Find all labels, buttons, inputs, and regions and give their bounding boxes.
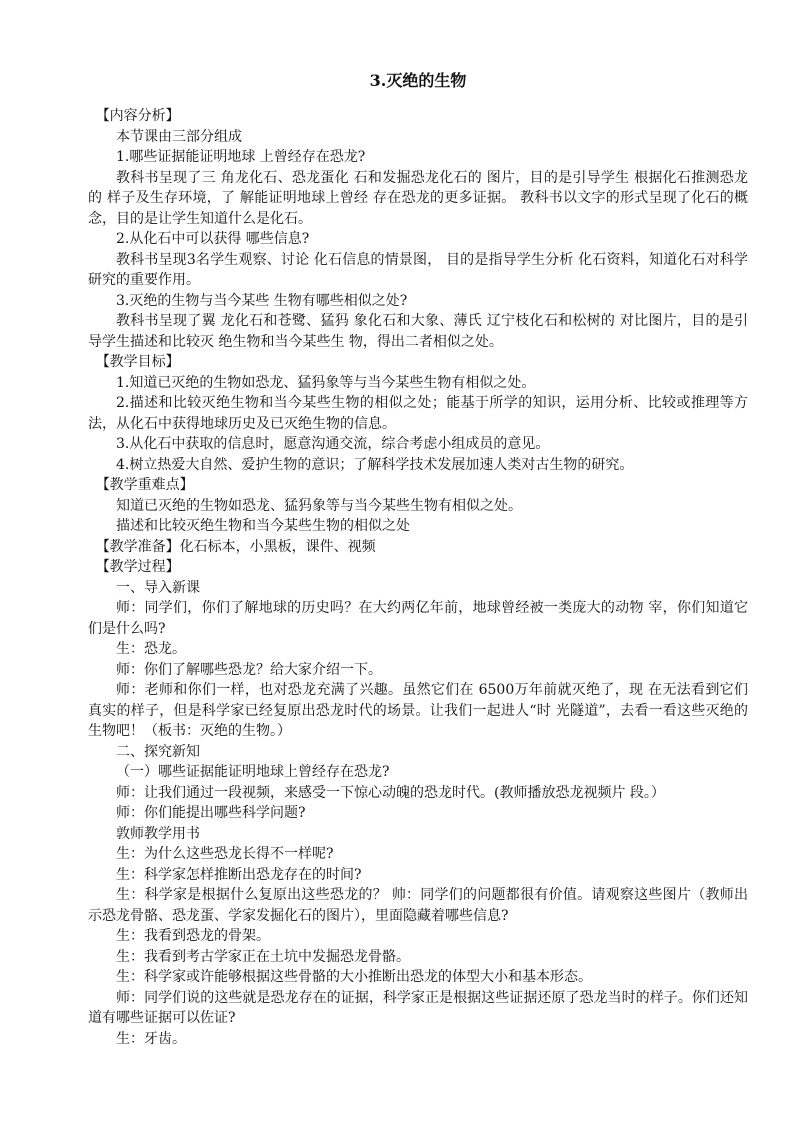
paragraph: 生：我看到恐龙的骨架。: [116, 928, 270, 944]
document-body: [88, 106, 748, 1049]
paragraph: 师：同学们，你们了解地球的历史吗？在大约两亿年前，地球曾经被一类庞大的动物 宰，你们知道它们是什么吗?: [88, 600, 748, 637]
paragraph: 教科书呈现了三 角龙化石、恐龙蛋化 石和发掘恐龙化石的 图片，目的是引导学生 根据化石推测恐龙的 样子及生存环境，了 解能证明地球上曾经 存在恐龙的更多证据。 教科书以文字的形式呈现了化石的概 念，目的是让学生知道什么是化石。: [88, 169, 748, 227]
paragraph: 1.知道已灭绝的生物如恐龙、猛犸象等与当今某些生物有相似之处。: [116, 374, 536, 391]
paragraph: 二、探究新知: [116, 743, 200, 760]
paragraph: 教科书呈现了翼 龙化石和苍鹭、猛犸 象化石和大象、薄氏 辽宁枝化石和松树的 对比图片，目的是引导学生描述和比较灭 绝生物和当今某些生 物，得出二者相似之处。: [88, 313, 748, 350]
section-heading: 【教学过程】: [95, 559, 180, 575]
section-heading: 【教学重难点】: [95, 477, 194, 493]
section-heading: 【内容分析】: [95, 108, 180, 124]
paragraph: 2.描述和比较灭绝生物和当今某些生物的相似之处；能基于所学的知识，运用分析、比较或推理等方法，从化石中获得地球历史及已灭绝生物的信息。: [88, 395, 748, 432]
paragraph: 3.灭绝的生物与当今某些 生物有哪些相似之处?: [116, 292, 408, 309]
paragraph: 师：让我们通过一段视频，来感受一下惊心动魄的恐龙时代。(教师播放恐龙视频片 段。）: [116, 784, 665, 801]
paragraph: 3.从化石中获取的信息时，愿意沟通交流，综合考虑小组成员的意见。: [116, 436, 550, 452]
document-page: [88, 70, 748, 1049]
paragraph: 生：为什么这些恐龙长得不一样呢?: [116, 846, 334, 862]
paragraph: 4.树立热爱大自然、爱护生物的意识；了解科学技术发展加速人类对古生物的研究。: [116, 456, 634, 473]
paragraph: 师：你们了解哪些恐龙？给大家介绍一下。: [116, 661, 382, 678]
paragraph: 知道已灭绝的生物如恐龙、猛犸象等与当今某些生物有相似之处。: [116, 497, 522, 514]
paragraph: 师：同学们说的这些就是恐龙存在的证据，科学家正是根据这些证据还原了恐龙当时的样子。你们还知道有哪些证据可以佐证?: [88, 989, 748, 1026]
paragraph: 生：牙齿。: [116, 1030, 186, 1047]
paragraph: 2.从化石中可以获得 哪些信息?: [116, 231, 310, 247]
paragraph: 一、导入新课: [116, 579, 200, 596]
paragraph: 师：你们能提出哪些科学问题?: [116, 805, 306, 821]
paragraph: 描述和比较灭绝生物和当今某些生物的相似之处: [116, 518, 410, 534]
paragraph: 1.哪些证据能证明地球 上曾经存在恐龙?: [116, 149, 366, 165]
paragraph: 本节课由三部分组成: [116, 128, 242, 145]
paragraph: （一）哪些证据能证明地球上曾经存在恐龙?: [116, 764, 390, 780]
paragraph: 生：恐龙。: [116, 641, 186, 657]
paragraph: 生：科学家是根据什么复原出这些恐龙的？ 帅：同学们的问题都很有价值。请观察这些图片（教师出示恐龙骨骼、恐龙蛋、学家发掘化石的图片），里面隐藏着哪些信息?: [88, 887, 748, 924]
paragraph: 生：科学家或许能够根据这些骨骼的大小推断出恐龙的体型大小和基本形态。: [116, 969, 592, 985]
paragraph: 生：我看到考古学家正在土坑中发掘恐龙骨骼。: [116, 948, 410, 965]
paragraph: 敦师教学用书: [116, 825, 200, 842]
paragraph: 师：老师和你们一样，也对恐龙充满了兴趣。虽然它们在 6500万年前就灭绝了，现 在无法看到它们真实的样子，但是科学家已经复原出恐龙时代的场景。让我们一起进人“时 光隧道”，去看一看这些灭绝的生物吧！（板书：灭绝的生物。）: [88, 682, 748, 739]
document-title: 3.灭绝的生物: [369, 71, 467, 90]
section-heading: 【教学准备】化石标本，小黑板，课件、视频: [95, 538, 376, 555]
paragraph: 教科书呈现3名学生观察、讨论 化石信息的情景图， 目的是指导学生分析 化石资料，知道化石对科学研究的重要作用。: [88, 251, 748, 288]
section-heading: 【教学目标】: [95, 354, 180, 370]
paragraph: 生：科学家怎样推断出恐龙存在的时间?: [116, 866, 362, 883]
